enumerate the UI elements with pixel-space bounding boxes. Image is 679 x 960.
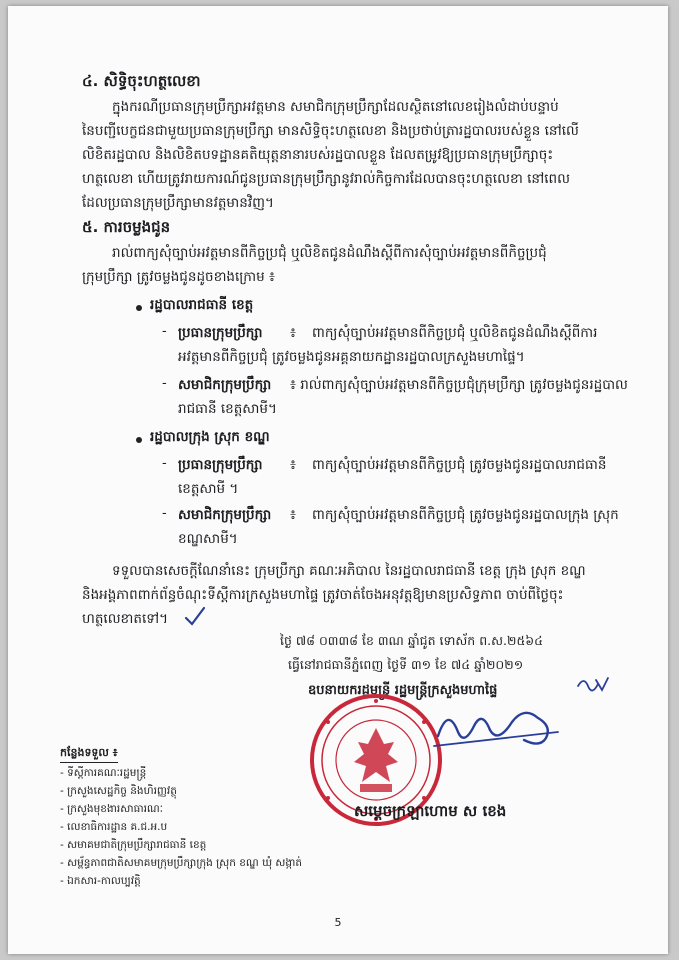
recipient-item: - ទីស្តីការគណៈរដ្ឋមន្ត្រី (60, 767, 147, 779)
section-4-line: លិខិតរដ្ឋបាល និងលិខិតបទដ្ឋានគតិយុត្តនានារបស់រដ្ឋបាលខ្លួន ដែលតម្រូវឱ្យប្រធានក្រុមប្រឹក្សាចុះ (82, 147, 554, 163)
lunar-date: ថ្ងៃ ៧៨ ០៣៣៨ ខែ ៣ណ ឆ្នាំជូត ទោស័ក ព.ស.២៥៦៤ (280, 633, 543, 648)
handwritten-initials-icon (576, 674, 610, 694)
dash-icon: - (162, 376, 167, 391)
group-2-item-2-label: សមាជិកក្រុមប្រឹក្សា (178, 507, 272, 523)
recipient-item: - ក្រសួងសេដ្ឋកិច្ច និងហិរញ្ញវត្ថុ (60, 785, 177, 797)
group-1-item-2-label: សមាជិកក្រុមប្រឹក្សា (178, 377, 272, 393)
closing-line: និងអង្គភាពពាក់ព័ន្ធចំណុះទីស្តីការក្រសួងមហាផ្ទៃ ត្រូវចាត់ចែងអនុវត្តឱ្យមានប្រសិទ្ធភាព ចាប់ពីថ្ងៃចុះ (82, 587, 564, 603)
section-5-line: ក្រុមប្រឹក្សា ត្រូវចម្លងជូនដូចខាងក្រោម ៖ (82, 269, 275, 285)
solar-date: ធ្វើនៅរាជធានីភ្នំពេញ ថ្ងៃទី ៣១ ខែ ៧៤ ឆ្នាំ២០២១ (288, 657, 524, 672)
section-4-line: ក្នុងករណីប្រធានក្រុមប្រឹក្សាអវត្តមាន សមាជិកក្រុមប្រឹក្សាដែលស្ថិតនៅលេខរៀងលំដាប់បន្ទាប់ (112, 99, 559, 115)
bullet-icon (136, 437, 142, 443)
signatory-name: សម្តេចក្រឡាហោម ស ខេង (354, 802, 507, 820)
recipient-item: - ឯកសារ-កាលប្បវត្តិ (60, 875, 141, 887)
dash-icon: - (162, 506, 167, 521)
group-1-title: រដ្ឋបាលរាជធានី ខេត្ត (150, 297, 254, 313)
bullet-icon (136, 305, 142, 311)
group-2-item-2-text-cont: ខណ្ឌសាមី។ (178, 531, 238, 547)
section-4-line: ហត្ថលេខា ហើយត្រូវរាយការណ៍ជូនប្រធានក្រុមប្រឹក្សានូវរាល់កិច្ចការដែលបានចុះហត្ថលេខា នៅពេល (82, 171, 570, 187)
closing-line: ហត្ថលេខាតទៅ។ (82, 611, 169, 627)
signatory-title: ឧបនាយករដ្ឋមន្ត្រី រដ្ឋមន្ត្រីក្រសួងមហាផ្ទៃ (308, 683, 498, 698)
recipient-item: - សម្ព័ន្ធភាពជាតិសមាគមក្រុមប្រឹក្សាក្រុង ស្រុក ខណ្ឌ ឃុំ សង្កាត់ (60, 857, 303, 869)
section-4-line: ដែលប្រធានក្រុមប្រឹក្សាមានវត្តមានវិញ។ (82, 195, 274, 211)
handwritten-tick-icon (184, 606, 206, 628)
group-2-item-2-sep: ៖ (290, 507, 296, 523)
section-5-heading: ៥. ការចម្លងជូន (82, 218, 171, 236)
recipient-item: - សមាគមជាតិក្រុមប្រឹក្សារាជធានី ខេត្ត (60, 839, 207, 851)
recipient-item: - លេខាធិការដ្ឋាន គ.ជ.អ.ប (60, 821, 168, 833)
group-2-item-1-label: ប្រធានក្រុមប្រឹក្សា (178, 457, 263, 473)
group-1-item-1-text: ពាក្យសុំច្បាប់អវត្តមានពីកិច្ចប្រជុំ ឬលិខិតជូនដំណឹងស្តីពីការ (312, 325, 598, 341)
group-2-title: រដ្ឋបាលក្រុង ស្រុក ខណ្ឌ (150, 429, 270, 445)
group-2-item-1-text: ពាក្យសុំច្បាប់អវត្តមានពីកិច្ចប្រជុំ ត្រូវចម្លងជូនរដ្ឋបាលរាជធានី (312, 457, 607, 473)
recipient-item: - ក្រសួងមុខងារសាធារណៈ (60, 803, 163, 815)
group-1-item-2-text-cont: រាជធានី ខេត្តសាមី។ (178, 401, 277, 417)
section-4-line: នៃបញ្ជីបេក្ខជនជាមួយប្រធានក្រុមប្រឹក្សា មានសិទ្ធិចុះហត្ថលេខា និងប្រថាប់ត្រារដ្ឋបាលរបស់ខ្លួន នៅលើ (82, 123, 579, 139)
handwritten-signature-icon (428, 696, 568, 756)
recipients-title: កន្លែងទទួល ៖ (60, 746, 118, 763)
group-1-item-2-text: ៖ រាល់ពាក្យសុំច្បាប់អវត្តមានពីកិច្ចប្រជុំក្រុមប្រឹក្សា ត្រូវចម្លងជូនរដ្ឋបាល (290, 377, 628, 393)
section-5-line: រាល់ពាក្យសុំច្បាប់អវត្តមានពីកិច្ចប្រជុំ ឬលិខិតជូនដំណឹងស្តីពីការសុំច្បាប់អវត្តមានពីកិច្ចប្រជុំ (112, 245, 547, 261)
dash-icon: - (162, 324, 167, 339)
page-number: 5 (334, 916, 342, 929)
group-1-item-1-sep: ៖ (290, 325, 296, 341)
section-4-heading: ៤. សិទ្ធិចុះហត្ថលេខា (82, 72, 201, 90)
closing-line: ទទួលបានសេចក្តីណែនាំនេះ ក្រុមប្រឹក្សា គណៈអភិបាល នៃរដ្ឋបាលរាជធានី ខេត្ត ក្រុង ស្រុក ខណ្ឌ (112, 563, 586, 579)
group-2-item-1-sep: ៖ (290, 457, 296, 473)
group-2-item-2-text: ពាក្យសុំច្បាប់អវត្តមានពីកិច្ចប្រជុំ ត្រូវចម្លងជូនរដ្ឋបាលក្រុង ស្រុក (312, 507, 619, 523)
dash-icon: - (162, 456, 167, 471)
group-1-item-1-label: ប្រធានក្រុមប្រឹក្សា (178, 325, 263, 341)
group-2-item-1-text-cont: ខេត្តសាមី ។ (178, 481, 239, 497)
document-page (8, 6, 668, 954)
group-1-item-1-text-cont: អវត្តមានពីកិច្ចប្រជុំ ត្រូវចម្លងជូនអគ្គនាយកដ្ឋានរដ្ឋបាលក្រសួងមហាផ្ទៃ។ (178, 349, 525, 365)
